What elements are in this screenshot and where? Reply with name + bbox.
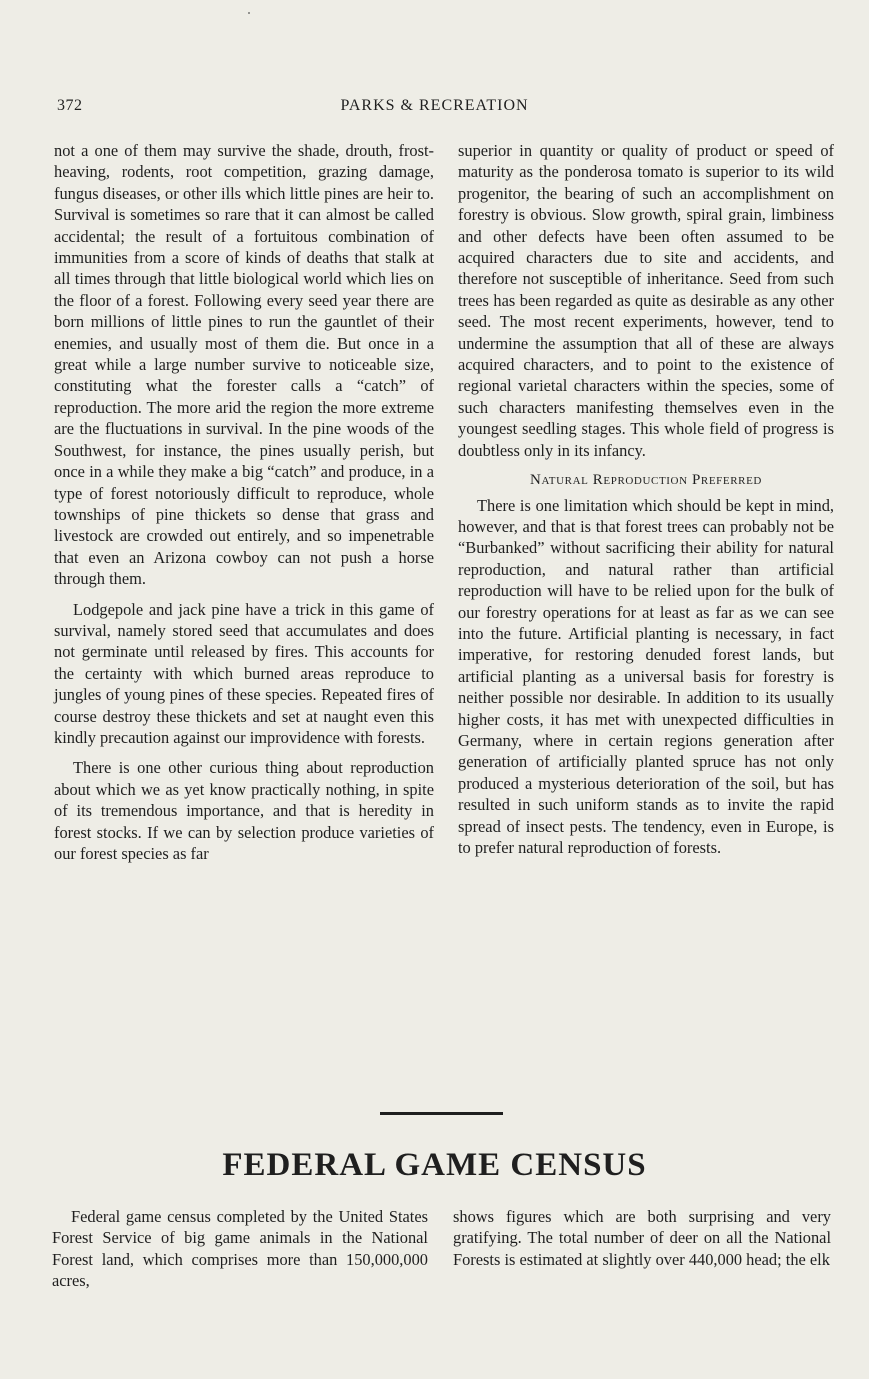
paragraph: Lodgepole and jack pine have a trick in this game of survival, namely stored seed that accumulates and does not germinate until released by fires. This accounts for the certainty with which burned areas reproduce to jungles of young pines of these species. Repeated fires of course destroy these thickets and set at naught even this kindly precaution against our improvidence with forests. bbox=[54, 599, 434, 747]
paragraph: shows figures which are both surprising and very gratifying. The total number of deer on all the National Forests is estimated at slightly over 440,000 head; the elk bbox=[453, 1207, 831, 1269]
paragraph: Federal game census completed by the United States Forest Service of big game animals in the National Forest land, which comprises more than 150,000,000 acres, bbox=[52, 1207, 428, 1291]
paragraph: There is one limitation which should be kept in mind, however, and that is that forest trees can probably not be “Burbanked” without sacrificing their ability for natural reproduction, and natural rather than artificial reproduction will have to be relied upon for the bulk of our forestry operations for at least as far as we can see into the future. Artificial planting is necessary, in fact imperative, for restoring denuded forest lands, but artificial planting as a universal basis for forestry is neither possible nor desirable. In addition to its usually higher costs, it has met with unexpected difficulties in Germany, where in certain regions generation after generation of artificially planted spruce has not only produced a mysterious deterioration of the soil, but has resulted in such uniform stands as to invite the rapid spread of insect pests. The tendency, even in Europe, is to prefer natural reproduction of forests. bbox=[458, 495, 834, 857]
paragraph: superior in quantity or quality of product or speed of maturity as the ponderosa tomato is superior to its wild progenitor, the bearing of such an accomplishment on forestry is obvious. Slow growth, spiral grain, limbiness and other defects have been often assumed to be acquired characters due to site and accidents, and therefore not susceptible of inheritance. Seed from such trees has been regarded as quite as desirable as any other seed. The most recent experiments, however, tend to undermine the assumption that all of these are always acquired characters, and to point to the existence of regional varietal characters within the species, some of such characters manifesting themselves even in the youngest seedling stages. This whole field of progress is doubtless only in its infancy. bbox=[458, 141, 834, 460]
section-subheading: Natural Reproduction Preferred bbox=[530, 472, 762, 489]
section-divider bbox=[380, 1112, 503, 1115]
running-head: PARKS & RECREATION bbox=[340, 97, 529, 114]
paragraph: not a one of them may survive the shade, drouth, frost-heaving, rodents, root competition, grazing damage, fungus diseases, or other ills which little pines are heir to. Survival is sometimes so rare that it can almost be called accidental; the result of a fortuitous combination of immunities from a score of kinds of deaths that stalk at all times through that little biological world which lies on the floor of a forest. Following every seed year there are born millions of little pines to run the gauntlet of their enemies, and usually most of them die. But once in a great while a large number survive to noticeable size, constituting what the forester calls a “catch” of reproduction. The more arid the region the more extreme are the fluctuations in survival. In the pine woods of the Southwest, for instance, the pines usually perish, but once in a while they make a big “catch” and produce, in a type of forest notoriously difficult to reproduce, whole townships of pine thickets so dense that grass and livestock are crowded out entirely, and so impenetrable that even an Arizona cowboy can not push a horse through them. bbox=[54, 141, 434, 589]
page-number: 372 bbox=[57, 97, 83, 114]
article-title: FEDERAL GAME CENSUS bbox=[222, 1147, 647, 1183]
census-left-column bbox=[52, 1206, 428, 1292]
paragraph: There is one other curious thing about reproduction about which we as yet know practically nothing, in spite of its tremendous importance, and that is heredity in forest stocks. If we can by selection produce varieties of our forest species as far bbox=[54, 758, 434, 863]
article-right-column bbox=[458, 140, 834, 867]
page-header bbox=[0, 97, 869, 119]
census-right-column bbox=[453, 1206, 831, 1270]
article-left-column bbox=[54, 140, 434, 873]
paper-speck bbox=[248, 12, 250, 14]
